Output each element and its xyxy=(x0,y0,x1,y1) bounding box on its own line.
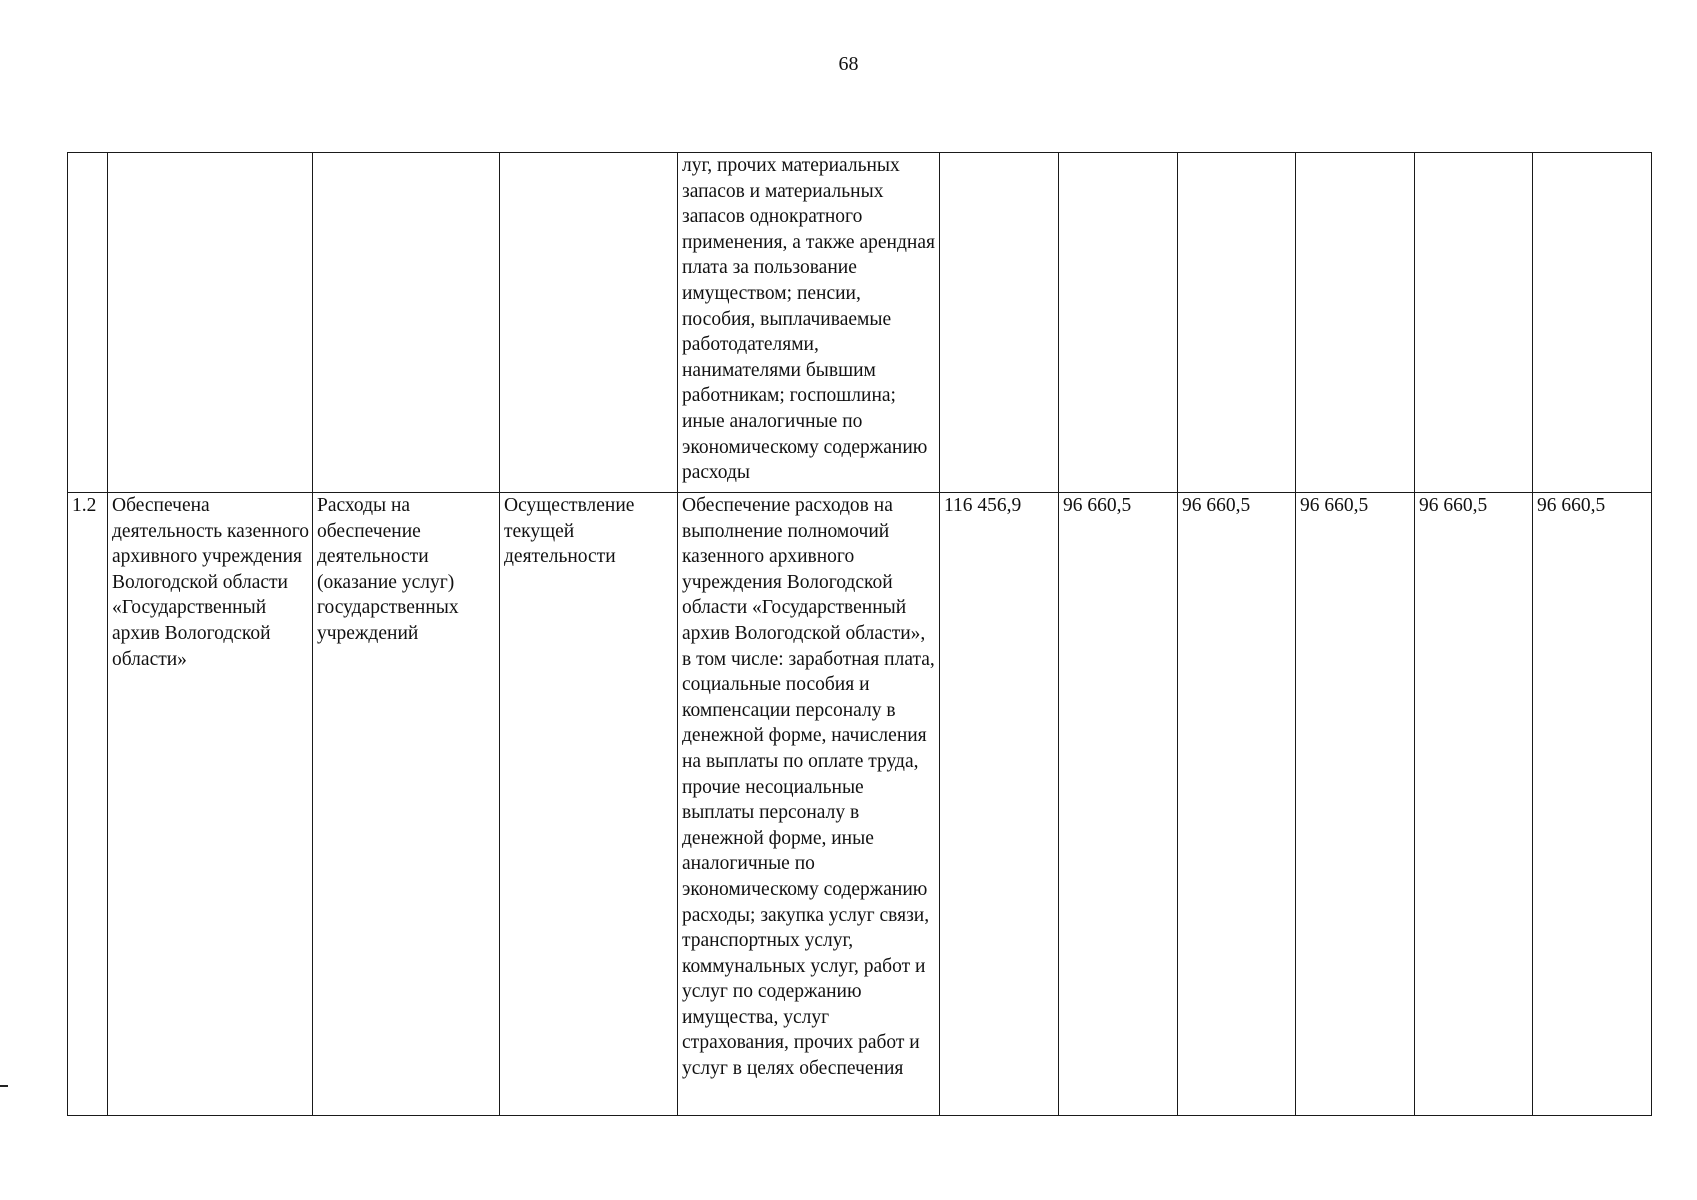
cell-amount: 96 660,5 xyxy=(1178,493,1296,1116)
cell-amount: 96 660,5 xyxy=(1296,493,1415,1116)
cell-expense-type xyxy=(313,153,500,493)
table-row xyxy=(68,493,1652,1116)
cell-expense-type: Расходы на обеспечение деятельности (оказание услуг) государственных учреждений xyxy=(313,493,500,1116)
cell-amount xyxy=(1415,153,1533,493)
page-number: 68 xyxy=(838,53,859,75)
cell-amount xyxy=(1533,153,1652,493)
cell-amount xyxy=(940,153,1059,493)
cell-number: 1.2 xyxy=(68,493,108,1116)
cell-description: Обеспечение расходов на выполнение полномочий казенного архивного учреждения Вологодской области «Государственный архив Вологодской области», в том числе: заработная плата, социальные пособия и компенсации персоналу в денежной форме, начисления на выплаты по оплате труда, прочие несоциальные выплаты персоналу в денежной форме, иные аналогичные по экономическому содержанию расходы; закупка услуг связи, транспортных услуг, коммунальных услуг, работ и услуг по содержанию имущества, услуг страхования, прочих работ и услуг в целях обеспечения xyxy=(678,493,940,1116)
cell-amount: 116 456,9 xyxy=(940,493,1059,1116)
cell-amount: 96 660,5 xyxy=(1533,493,1652,1116)
cell-result: Обеспечена деятельность казенного архивного учреждения Вологодской области «Государственный архив Вологодской области» xyxy=(108,493,313,1116)
cell-result xyxy=(108,153,313,493)
cell-amount xyxy=(1178,153,1296,493)
cell-amount xyxy=(1059,153,1178,493)
cell-amount: 96 660,5 xyxy=(1059,493,1178,1116)
margin-mark xyxy=(0,1085,8,1087)
cell-description: луг, прочих материальных запасов и материальных запасов однократного применения, а также арендная плата за пользование имуществом; пенсии, пособия, выплачиваемые работодателями, нанимателями бывшим работникам; госпошлина; иные аналогичные по экономическому содержанию расходы xyxy=(678,153,940,493)
cell-number xyxy=(68,153,108,493)
cell-amount: 96 660,5 xyxy=(1415,493,1533,1116)
cell-activity: Осуществление текущей деятельности xyxy=(500,493,678,1116)
cell-activity xyxy=(500,153,678,493)
cell-amount xyxy=(1296,153,1415,493)
table-row xyxy=(68,153,1652,493)
budget-table xyxy=(67,152,1652,1116)
